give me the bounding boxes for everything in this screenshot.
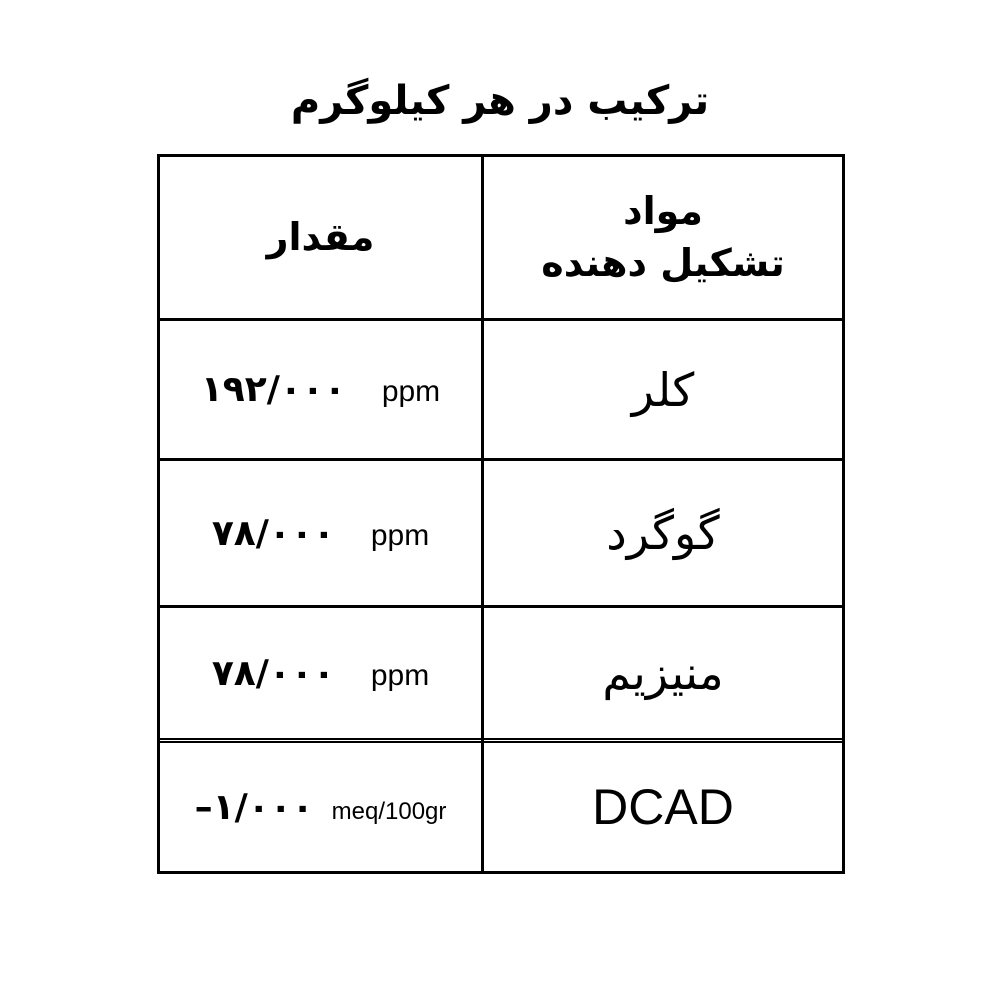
- amount-value: –۱/۰۰۰: [194, 786, 314, 828]
- amount-unit: ppm: [370, 658, 430, 692]
- component-name: گوگرد: [606, 506, 720, 560]
- amount-value: ۷۸/۰۰۰: [211, 512, 335, 554]
- page-title: ترکیب در هر کیلوگرم: [290, 78, 710, 124]
- component-name: منیزیم: [602, 646, 724, 700]
- header-component-line2: تشکیل دهنده: [541, 240, 785, 285]
- header-amount: مقدار: [266, 214, 375, 259]
- component-name: کلر: [631, 362, 695, 417]
- table-row-amount: [160, 461, 481, 605]
- amount-unit: meq/100gr: [331, 797, 447, 825]
- table-row-amount: [160, 321, 481, 458]
- amount-value: ۷۸/۰۰۰: [211, 652, 335, 694]
- table-row-amount: [160, 608, 481, 738]
- header-component: [484, 157, 842, 318]
- component-name: DCAD: [592, 779, 734, 835]
- table-row-amount: [160, 743, 481, 871]
- header-component-line1: مواد: [623, 189, 703, 234]
- amount-unit: ppm: [370, 518, 430, 552]
- amount-unit: ppm: [381, 375, 441, 408]
- amount-value: ۱۹۲/۰۰۰: [200, 369, 346, 410]
